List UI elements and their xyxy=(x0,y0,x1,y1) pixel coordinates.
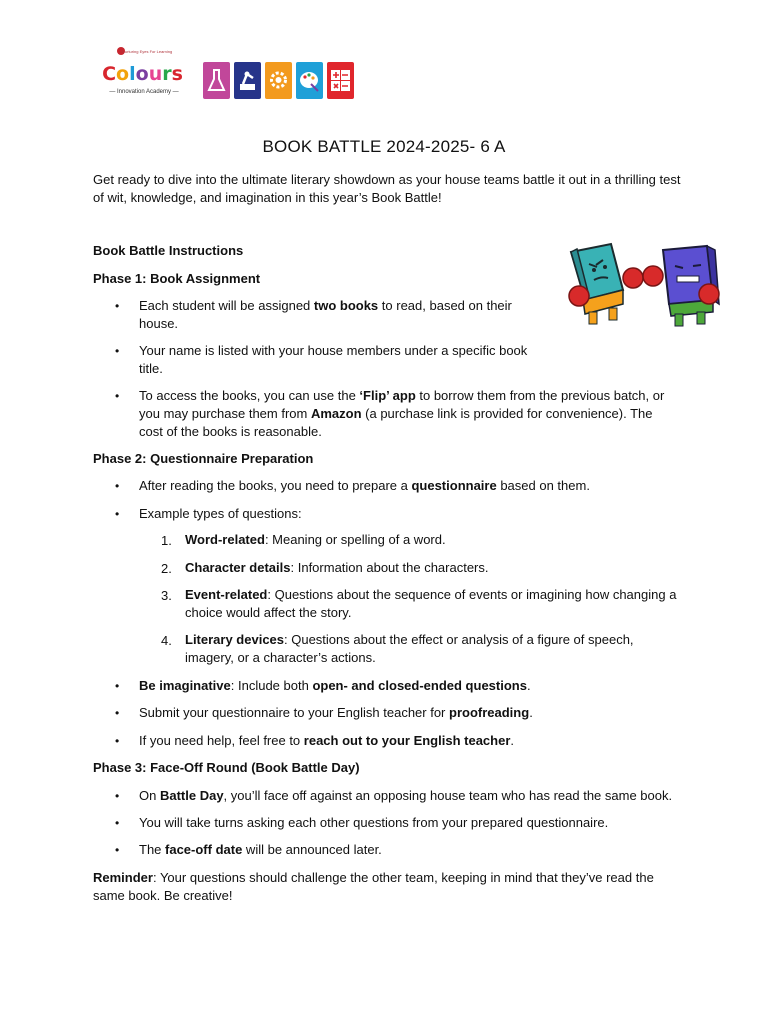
phase1-heading: Phase 1: Book Assignment xyxy=(93,271,261,286)
logo-letter: o xyxy=(135,62,148,85)
list-item: Example types of questions: xyxy=(139,506,302,521)
numbered-item: Event-related: Questions about the sequence of events or imagining how changing a choice would affect the story. xyxy=(185,587,677,620)
math-icon xyxy=(327,62,354,99)
bullet: • xyxy=(115,507,120,521)
list-item: Be imaginative: Include both open- and closed-ended questions. xyxy=(139,678,531,693)
logo-letter: r xyxy=(162,62,171,85)
engineering-icon xyxy=(265,62,292,99)
intro-paragraph: Get ready to dive into the ultimate literary showdown as your house teams battle it out in a thrilling test of wit, knowledge, and imagination in this year’s Book Battle! xyxy=(93,172,681,205)
list-item: The face-off date will be announced later. xyxy=(139,842,382,857)
logo-tagline: Nurturing Eyes For Learning xyxy=(122,49,173,54)
bullet: • xyxy=(115,479,120,493)
header-logo xyxy=(94,44,360,102)
list-number: 3. xyxy=(161,588,172,603)
list-item: Submit your questionnaire to your English teacher for proofreading. xyxy=(139,705,533,720)
bullet: • xyxy=(115,344,120,358)
bullet: • xyxy=(115,843,120,857)
reminder-paragraph: Reminder: Your questions should challenge the other team, keeping in mind that they’ve read the same book. Be creative! xyxy=(93,870,654,903)
bullet: • xyxy=(115,789,120,803)
technology-icon xyxy=(234,62,261,99)
logo-subtitle: — Innovation Academy — xyxy=(109,89,179,95)
instructions-heading: Book Battle Instructions xyxy=(93,243,244,258)
bullet: • xyxy=(115,816,120,830)
bullet: • xyxy=(115,706,120,720)
logo-letter: C xyxy=(102,62,116,85)
colours-logo xyxy=(94,44,194,102)
list-item: After reading the books, you need to prepare a questionnaire based on them. xyxy=(139,478,590,493)
list-item: On Battle Day, you’ll face off against an opposing house team who has read the same book. xyxy=(139,788,673,803)
list-number: 4. xyxy=(161,633,172,648)
bullet: • xyxy=(115,734,120,748)
phase2-heading: Phase 2: Questionnaire Preparation xyxy=(93,451,314,466)
list-item: Your name is listed with your house members under a specific book title. xyxy=(139,343,528,376)
bullet: • xyxy=(115,299,120,313)
list-item: You will take turns asking each other questions from your prepared questionnaire. xyxy=(139,815,609,830)
logo-letter: u xyxy=(148,62,162,85)
list-item: Each student will be assigned two books to read, based on their house. xyxy=(139,298,512,331)
logo-letter: s xyxy=(171,62,182,85)
science-icon xyxy=(203,62,230,99)
list-number: 1. xyxy=(161,533,172,548)
numbered-item: Literary devices: Questions about the effect or analysis of a figure of speech, imagery, or a character’s actions. xyxy=(185,632,634,665)
bullet: • xyxy=(115,389,120,403)
numbered-item: Character details: Information about the characters. xyxy=(185,560,489,575)
logo-wordmark xyxy=(98,60,186,87)
list-item: If you need help, feel free to reach out to your English teacher. xyxy=(139,733,515,748)
page-title: BOOK BATTLE 2024-2025- 6 A xyxy=(262,137,506,156)
arts-icon xyxy=(296,62,323,99)
phase3-heading: Phase 3: Face-Off Round (Book Battle Day) xyxy=(93,760,360,775)
list-number: 2. xyxy=(161,561,172,576)
logo-letter: o xyxy=(116,62,129,85)
logo-letter: l xyxy=(129,62,135,85)
book-battle-illustration xyxy=(545,208,745,344)
list-item: To access the books, you can use the ‘Flip’ app to borrow them from the previous batch, or you may purchase them from Amazon (a purchase link is provided for convenience). The cost of the books is reasonable. xyxy=(139,388,665,439)
numbered-item: Word-related: Meaning or spelling of a word. xyxy=(185,532,446,547)
bullet: • xyxy=(115,679,120,693)
